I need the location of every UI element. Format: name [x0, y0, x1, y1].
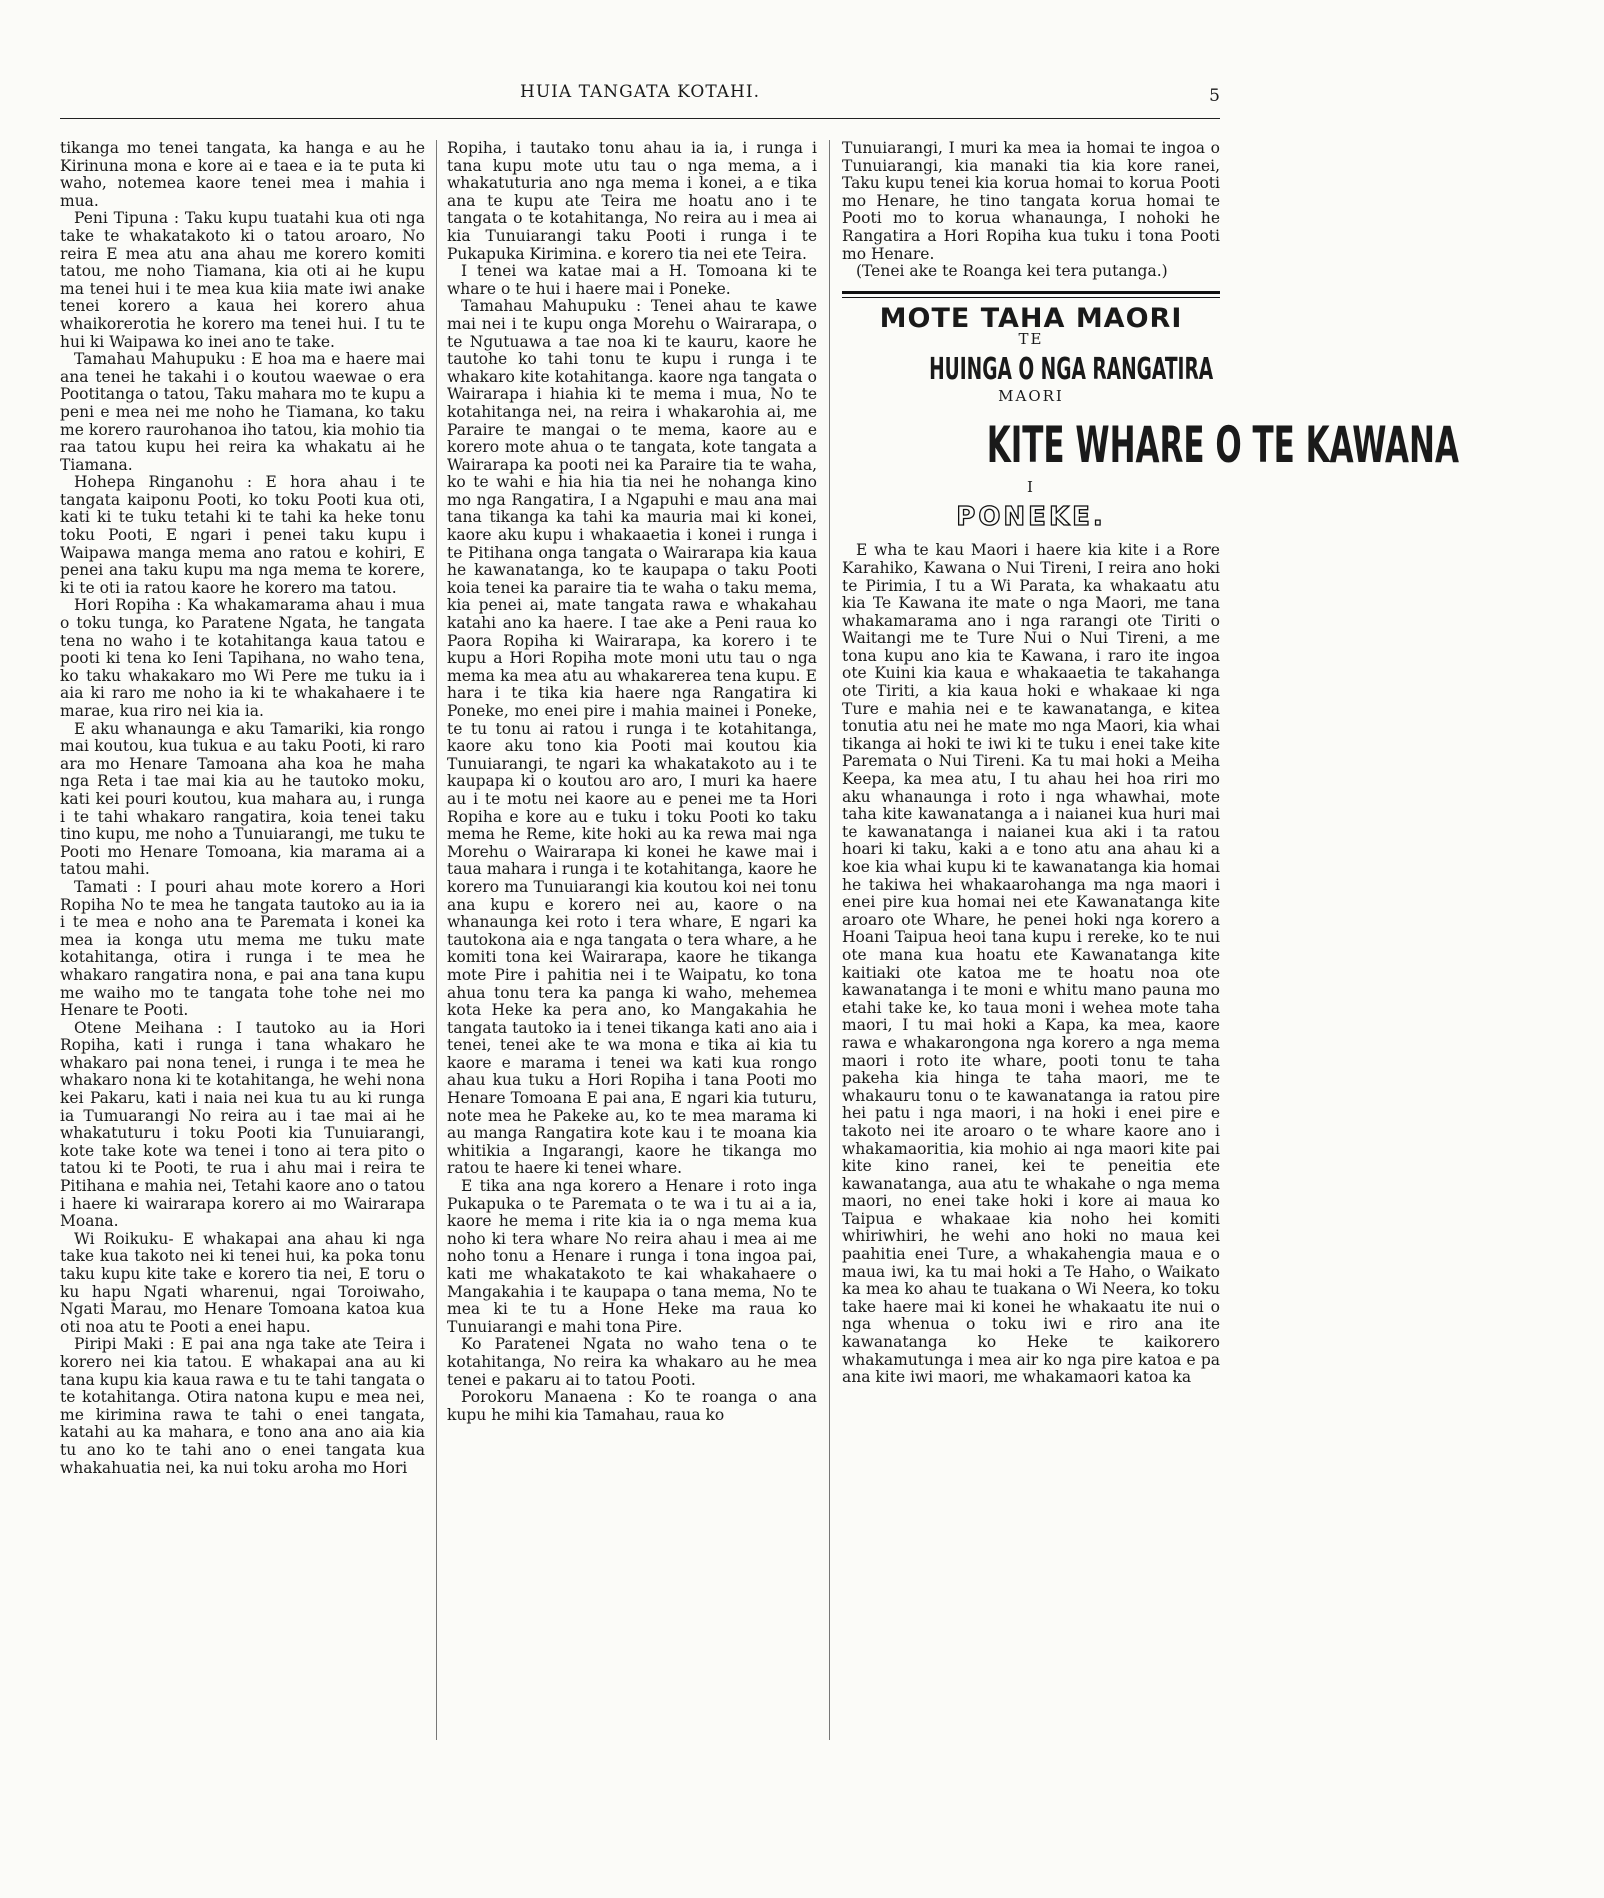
banner-kite-whare: KITE WHARE O TE KAWANA	[986, 416, 1459, 475]
paragraph: Tamati : I pouri ahau mote korero a Hori Ropiha No te mea he tangata tautoko au ia ia i te mea e noho ana te Paremata i konei ka mea ia konga utu mema me tuku mate kotahitanga, otira i runga i te mea he whakaro rangatira nona, e pai ana tana kupu me waiho mo te tangata tohe tohe nei mo Henare te Pooti.	[60, 877, 425, 1020]
page-number: 5	[1209, 86, 1220, 106]
column-divider	[829, 140, 830, 1740]
column-3	[842, 139, 1459, 1750]
banner-title: MOTE TAHA MAORI	[879, 302, 1183, 334]
paragraph: Tamahau Mahupuku : E hoa ma e haere mai ana tenei he takahi i o koutou waewae o era Pootitanga o tatou, Taku mahara mo te kupu a peni e mea nei me noho he Tiamana, ko taku me korero raurohanoa iho tatou, kia mohio tia raa tatou kupu hei reira ka whakatu ai he Tiamana.	[60, 350, 425, 474]
paragraph: tikanga mo tenei tangata, ka hanga e au he Kirinuna mona e kore ai e taea e ia te puta ki waho, notemea kaore tenei mea i mahia i mua.	[60, 139, 425, 210]
paragraph: Ko Paratenei Ngata no waho tena o te kotahitanga, No reira ka whakaro au he mea tenei e pakaru ai to tatou Pooti.	[447, 1335, 817, 1389]
running-title: HUIA TANGATA KOTAHI.	[520, 82, 760, 102]
paragraph: Hori Ropiha : Ka whakamarama ahau i mua o toku tunga, ko Paratene Ngata, he tangata tena no waho i te kotahitanga kaua tatou e pooti ki tena ko Ieni Tapihana, no waho tena, ko taku whakakaro mo Wi Pere me tuku ia i aia ki raro me noho ia ki te whakahaere i te marae, kua riro nei kia ia.	[60, 596, 425, 720]
paragraph: Tamahau Mahupuku : Tenei ahau te kawe mai nei i te kupu onga Morehu o Wairarapa, o te Ngutuawa a tae noa ki te kauru, kaore he tautohe ko tahi tonu te kupu i runga i te whakaro kite kotahitanga. kaore nga tangata o Wairarapa i hiahia ki te mema i mua, No te kotahitanga nei, na reira i whakarohia ai, me Paraire te mangai o te mema, kaore au e korero mote ahua o te tangata, kote tangata a Wairarapa ka pooti nei ka Paraire tia te waha, ko te wahi e hia hia tia nei he nohanga kino mo nga Rangatira, I a Ngapuhi e mau ana mai tana tikanga ka tahi ka mauria mai ki konei, kaore aku kupu i whakaaetia i konei i runga i te Pitihana onga tangata o Wairarapa kia kaua he kawanatanga, ko te kaupapa o taku Pooti koia tenei ka paraire tia te waha o taku mema, kia penei ai, mate tangata rawa e whakahau katahi ano ka haere. I tae ake a Peni raua ko Paora Ropiha ki Wairarapa, ka korero i te kupu a Hori Ropiha mote moni utu tau o nga mema ka mea atu au whakarerea tena kupu. E hara i te tika kia haere nga Rangatira ki Poneke, mo enei pire i mahia mainei i Poneke, te tu tonu ai ratou i runga i te kotahitanga, kaore aku tono kia Pooti mai koutou kia Tunuiarangi, te ngari ka whakatakoto au i te kaupapa ki o koutou aro aro, I muri ka haere au i te motu nei kaore au e penei me ta Hori Ropiha e kore au e tuku i toku Pooti ko taku mema he Reme, kite hoki au ka rewa mai nga Morehu o Wairarapa ki konei he kawe mai i taua mahara i runga i te kotahitanga, kaore he korero ma Tunuiarangi kia koutou koi nei tonu ana kupu e korero nei au, kaore o na whanaunga kei roto i tera whare, E ngari ka tautokona aia e nga tangata o tera whare, a he komiti tona kei Wairarapa, kaore he tikanga mote Pire i pahitia nei i te Waipatu, ko tona ahua tonu tera ka panga ki waho, mehemea kota Heke ka pera ano, ko Mangakahia he tangata tautoko ia i tenei tikanga kati ano aia i tenei, tenei ake te wa mona e tika ai kia tu kaore e marama i tenei wa kati kua rongo ahau kua tuku a Hori Ropiha i tana Pooti mo Henare Tomoana E pai ana, E ngari kia tuturu, note mea he Pakeke au, ko te mea marama ki au manga Rangatira kote kau i te moana kia whitikia a Ingarangi, kaore he tikanga mo ratou te haere ki tenei whare.	[447, 297, 817, 1178]
paragraph: E tika ana nga korero a Henare i roto inga Pukapuka o te Paremata o te wa i tu ai a ia, kaore he mema i rite kia ia o nga mema kua noho ki tera whare No reira ahau i mea ai me noho tonu a Henare i runga i tona ingoa pai, kati me whakatakoto te kai whakahaere o Mangakahia i te kaupapa o tana mema, No te mea ki te tu a Hone Heke ma raua ko Tunuiarangi e mahi tona Pire.	[447, 1177, 817, 1336]
banner-maori: MAORI	[998, 386, 1064, 405]
paragraph: Tunuiarangi, I muri ka mea ia homai te ingoa o Tunuiarangi, kia manaki tia kia kore ranei, Taku kupu tenei kia korua homai to korua Pooti mo Henare, he tino tangata korua homai te Pooti mo to korua whanaunga, I nohoki he Rangatira a Hori Ropiha kua tuku i tona Pooti mo Henare.	[842, 139, 1220, 263]
paragraph: Ropiha, i tautako tonu ahau ia ia, i runga i tana kupu mote utu tau o nga mema, a i whakatuturia ano nga mema i konei, a e tika ana te kupu ate Teira me hoatu ano i te tangata o te kotahitanga, No reira au i mea ai kia Tunuiarangi taku Pooti i runga i te Pukapuka Kirimina. e korero tia nei ete Teira.	[447, 139, 817, 263]
paragraph: E wha te kau Maori i haere kia kite i a Rore Karahiko, Kawana o Nui Tireni, I reira ano hoki te Pirimia, I tu a Wi Parata, ka whakaatu atu kia Te Kawana ite mate o nga Maori, me tana whakamarama ano i nga rarangi ote Tiriti o Waitangi me te Ture Nui o Nui Tireni, a me tona kupu ano kia te Kawana, i raro ite ingoa ote Kuini kia kaua e whakaaetia te takahanga ote Tiriti, a kia kaua hoki e whakaae ki nga Ture e mahia nei e te kawanatanga, e kitea tonutia atu nei he mate mo nga Maori, kia whai tikanga ai hoki te iwi ki te tuku i enei take kite Paremata o Nui Tireni. Ka tu mai hoki a Meiha Keepa, ka mea atu, I tu ahau hei hoa riri mo aku whanaunga i roto i nga whawhai, mote taha kite kawanatanga a i naianei kua huri mai te kawanatanga i naianei kua aki i ta ratou hoari ki taku, kaki a e tono atu ana ahau ki a koe kia whai kupu ki te kawanatanga kia homai he takiwa hei whakaarohanga ma nga maori i enei pire kua homai nei ete Kawanatanga kite aroaro ote Whare, he penei hoki nga korero a Hoani Taipua heoi tana kupu i rereke, ko te nui ote mana kua hoatu ete Kawanatanga kite kaitiaki ote katoa me te hoatu noa ote kawanatanga i te moni e whitu mano pauna mo etahi take ke, ko taua moni i wehea mote taha maori, I tu mai hoki a Kapa, ka mea, kaore rawa e whakarongona nga korero a nga mema maori i roto ite whare, pooti tonu te taha pakeha kia hinga te taha maori, me te whakauru tonu o te kawanatanga ia ratou pire hei patu i nga maori, i na hoki i enei pire e takoto nei ite aroaro o te whare kaore ano i whakamaoritia, kia mohio ai nga maori kite pai kite kino ranei, kei te peneitia ete kawanatanga, aua atu te whakahe o nga mema maori, no enei take hoki i kore ai maua ko Taipua e whakaae kia noho hei komiti whiriwhiri, he wehi ano hoki no maua kei paahitia enei Ture, a whakahengia maua e o maua iwi, ka tu mai hoki a Te Haho, o Waikato ka mea ko ahau te tuakana o Wi Neera, ko toku take haere mai ki konei he whakaatu ite nui o nga whenua o toku iwi e riro ana ite kawanatanga ko Heke te kaikorero whakamutunga i mea air ko nga pire katoa e pa ana kite iwi maori, me whakamaori katoa ka	[842, 541, 1220, 1387]
banner-rule	[842, 291, 1220, 298]
banner-i: I	[1027, 478, 1035, 497]
banner-te: TE	[1018, 330, 1044, 349]
paragraph: Wi Roikuku- E whakapai ana ahau ki nga take kua takoto nei ki tenei hui, ka poka tonu taku kupu kite take e korero tia nei, E toru o ku hapu Ngati wharenui, ngai Toroiwaho, Ngati Marau, mo Henare Tomoana katoa kua oti noa atu te Pooti a enei hapu.	[60, 1229, 425, 1336]
paragraph: Otene Meihana : I tautoko au ia Hori Ropiha, kati i runga i tana whakaro he whakaro pai nona tenei, i runga i te mea he whakaro nona ki te kotahitanga, he wehi nona kei Pakaru, kati i naia nei kua tu au ki runga ia Tumuarangi No reira au i tae mai ai he whakatuturu i toku Pooti kia Tunuiarangi, kote take kote wa tenei i tono ai tera pito o tatou ki te Pooti, te rua i ahu mai i reira te Pitihana e mahia nei, Tetahi kaore ano o tatou i haere ki wairarapa korero ai mo Wairarapa Moana.	[60, 1018, 425, 1231]
continuation-note: (Tenei ake te Roanga kei tera putanga.)	[856, 262, 1168, 281]
paragraph: Piripi Maki : E pai ana nga take ate Teira i korero nei kia tatou. E whakapai ana au ki tana kupu kia kaua rawa e tu te tahi tangata o te kotahitanga. Otira natona kupu e mea nei, me kirimina rawa te tahi o enei tangata, katahi au ka mahara, e tono ana ano aia kia tu ano ko te tahi ano o enei tangata kua whakahuatia nei, ka nui toku aroha mo Hori	[60, 1335, 425, 1477]
paragraph: I tenei wa katae mai a H. Tomoana ki te whare o te hui i haere mai i Poneke.	[447, 262, 817, 298]
section-banner	[842, 291, 1459, 532]
paragraph: E aku whanaunga e aku Tamariki, kia rongo mai koutou, kua tukua e au taku Pooti, ki raro ara mo Henare Tamoana aha koa he maha nga Reta i tae mai kia au he tautoko moku, kati kei pouri koutou, kua mahara au, i runga i te tahi whakaro rangatira, koia tenei taku tino kupu, me noho a Tunuiarangi, me tuku te Pooti mo Henare Tomoana, kia marama ai a tatou mahi.	[60, 719, 425, 879]
banner-poneke: PONEKE.	[956, 501, 1106, 532]
header-rule	[60, 118, 1220, 119]
paragraph: Hohepa Ringanohu : E hora ahau i te tangata kaiponu Pooti, ko toku Pooti kua oti, kati ki te tuku tetahi ki te tahi ka heke tonu toku Pooti, E ngari i penei taku kupu i Waipawa manga mema ano ratou e kohiri, E penei ana taku kupu ma nga mema te korere, ki te oti ia ratou kaore he korero ma tatou.	[60, 473, 425, 597]
column-2	[447, 140, 817, 1750]
paragraph: Peni Tipuna : Taku kupu tuatahi kua oti nga take te whakatakoto ki o tatou aroaro, No reira E mea atu ana ahau me korero komiti tatou, me noho Tiamana, kia oti ai he kupu ma tenei hui i te mea kua kiia mate iwi anake tenei korero a kaua hei korero ahua whaikorerotia he korero ma tenei hui. I tu te hui ki Waipawa ko inei ano te take.	[60, 209, 425, 351]
banner-huinga: HUINGA O NGA RANGATIRA	[929, 351, 1214, 387]
page-header	[60, 82, 1220, 114]
paragraph: Porokoru Manaena : Ko te roanga o ana kupu he mihi kia Tamahau, raua ko	[447, 1388, 817, 1424]
column-divider	[436, 140, 437, 1740]
column-1	[60, 140, 425, 1750]
